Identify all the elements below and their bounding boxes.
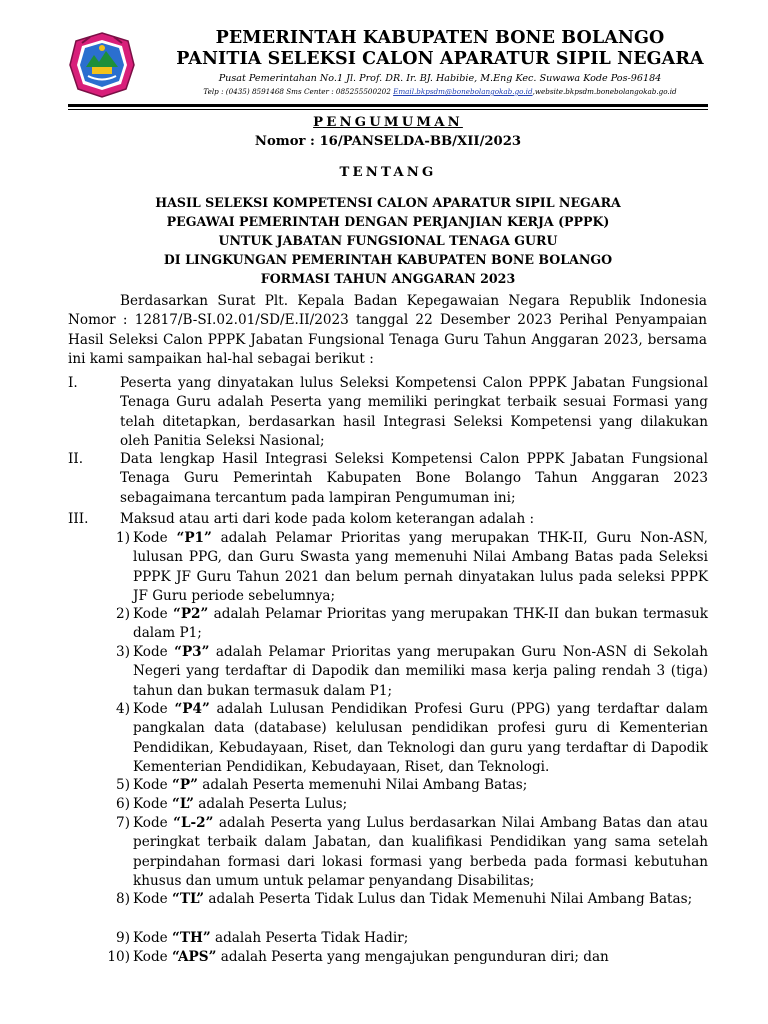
code-label: “L-2”	[173, 815, 214, 831]
code-text: Kode “L-2” adalah Peserta yang Lulus berdasarkan Nilai Ambang Batas dan atau peringkat terbaik dalam Jabatan, dan kualifikasi Pendidikan yang sama setelah perpindahan formasi dari lokasi formasi yang berbeda pada formasi kebutuhan khusus dan umum untuk pelamar penyandang Disabilitas;	[133, 815, 708, 890]
point-number: II.	[68, 451, 84, 467]
code-item	[100, 776, 708, 795]
code-item	[100, 529, 708, 607]
code-number: 7)	[116, 815, 130, 831]
announcement-subject	[68, 193, 708, 288]
code-number: 3)	[116, 644, 130, 660]
point-text: Maksud atau arti dari kode pada kolom keterangan adalah :	[120, 511, 535, 527]
point-item	[68, 374, 708, 452]
code-label: “TL”	[172, 891, 205, 907]
code-text: Kode “APS” adalah Peserta yang mengajukan pengunduran diri; dan	[133, 949, 609, 965]
code-label: “P2”	[173, 606, 209, 622]
code-text: Kode “TH” adalah Peserta Tidak Hadir;	[133, 930, 409, 946]
about-heading: TENTANG	[339, 165, 437, 180]
code-number: 4)	[116, 701, 130, 717]
code-number: 8)	[116, 891, 130, 907]
code-number: 10)	[107, 949, 130, 965]
subject-line: HASIL SELEKSI KOMPETENSI CALON APARATUR SIPIL NEGARA	[155, 195, 621, 210]
code-text: Kode “P1” adalah Pelamar Prioritas yang merupakan THK-II, Guru Non-ASN, lulusan PPG, dan Guru Swasta yang memenuhi Nilai Ambang Batas pada Seleksi PPPK JF Guru Tahun 2021 dan belum pernah dinyatakan lulus pada seleksi PPPK JF Guru periode sebelumnya;	[133, 530, 709, 605]
contact-email-link[interactable]: Email.bkpsdm@bonebolangokab.go.id	[393, 87, 533, 96]
code-number: 5)	[116, 777, 130, 793]
code-text: Kode “P2” adalah Pelamar Prioritas yang merupakan THK-II dan bukan termasuk dalam P1;	[133, 606, 708, 642]
code-number: 6)	[116, 796, 130, 812]
subject-line: DI LINGKUNGAN PEMERINTAH KABUPATEN BONE BOLANGO	[163, 252, 613, 267]
code-item	[100, 929, 708, 948]
code-label: “P1”	[176, 530, 212, 546]
subject-line: FORMASI TAHUN ANGGARAN 2023	[260, 271, 516, 286]
announcement-title: PENGUMUMAN	[313, 115, 463, 130]
code-item	[100, 643, 708, 701]
subject-line: UNTUK JABATAN FUNGSIONAL TENAGA GURU	[218, 233, 558, 248]
code-text: Kode “TL” adalah Peserta Tidak Lulus dan Tidak Memenuhi Nilai Ambang Batas;	[133, 891, 693, 907]
letterhead-divider-thick	[68, 104, 708, 107]
intro-paragraph: Berdasarkan Surat Plt. Kepala Badan Kepegawaian Negara Republik Indonesia Nomor : 12817/B-SI.02.01/SD/E.II/2023 tanggal 22 Desember 2023 Perihal Penyampaian Hasil Seleksi Calon PPPK Jabatan Fungsional Tenaga Guru Tahun Anggaran 2023, bersama ini kami sampaikan hal-hal sebagai berikut :	[68, 293, 707, 368]
code-label: “P”	[172, 777, 198, 793]
bone-bolango-emblem-icon	[68, 31, 136, 99]
point-number: I.	[68, 375, 78, 391]
code-text: Kode “P” adalah Peserta memenuhi Nilai Ambang Batas;	[133, 777, 528, 793]
announcement-number: Nomor : 16/PANSELDA-BB/XII/2023	[254, 134, 522, 149]
code-label: “P4”	[174, 701, 210, 717]
code-item	[100, 700, 708, 778]
point-number: III.	[68, 511, 89, 527]
letterhead-government: PEMERINTAH KABUPATEN BONE BOLANGO	[215, 28, 665, 48]
subject-line: PEGAWAI PEMERINTAH DENGAN PERJANJIAN KERJA (PPPK)	[166, 214, 610, 229]
letterhead-divider-thin	[68, 109, 708, 110]
point-item	[68, 510, 708, 529]
code-text: Kode “L” adalah Peserta Lulus;	[133, 796, 348, 812]
code-item	[100, 795, 708, 814]
code-item	[100, 605, 708, 644]
code-item	[100, 890, 708, 909]
code-item	[100, 948, 708, 967]
code-label: “TH”	[172, 930, 211, 946]
letterhead-address: Pusat Pemerintahan No.1 Jl. Prof. DR. Ir. BJ. Habibie, M.Eng Kec. Suwawa Kode Pos-96184	[218, 73, 662, 84]
code-number: 9)	[116, 930, 130, 946]
code-label: “P3”	[174, 644, 210, 660]
contact-website: ,website.bkpsdm.bonebolangokab.go.id	[532, 87, 677, 96]
point-text: Data lengkap Hasil Integrasi Seleksi Kompetensi Calon PPPK Jabatan Fungsional Tenaga Guru Pemerintah Kabupaten Bone Bolango Tahun Anggaran 2023 sebagaimana tercantum pada lampiran Pengumuman ini;	[120, 451, 708, 506]
code-number: 2)	[116, 606, 130, 622]
code-label: “L”	[172, 796, 194, 812]
code-text: Kode “P4” adalah Lulusan Pendidikan Profesi Guru (PPG) yang terdaftar dalam pangkalan data (database) kelulusan pendidikan profesi guru di Kementerian Pendidikan, Kebudayaan, Riset, dan Teknologi dan guru yang terdaftar di Dapodik Kementerian Pendidikan, Kebudayaan, Riset, dan Teknologi.	[133, 701, 708, 776]
code-item	[100, 814, 708, 892]
letterhead-committee: PANITIA SELEKSI CALON APARATUR SIPIL NEGARA	[176, 49, 704, 69]
letterhead	[140, 28, 740, 97]
point-text: Peserta yang dinyatakan lulus Seleksi Kompetensi Calon PPPK Jabatan Fungsional Tenaga Guru adalah Peserta yang memiliki peringkat terbaik sesuai Formasi yang telah ditetapkan, berdasarkan hasil Integrasi Seleksi Kompetensi yang dilakukan oleh Panitia Seleksi Nasional;	[120, 375, 708, 450]
contact-phone: Telp : (0435) 8591468 Sms Center : 085255500202	[203, 87, 394, 96]
letterhead-contact	[140, 86, 740, 97]
code-text: Kode “P3” adalah Pelamar Prioritas yang merupakan Guru Non-ASN di Sekolah Negeri yang terdaftar di Dapodik dan memiliki masa kerja paling rendah 3 (tiga) tahun dan bukan termasuk dalam P1;	[133, 644, 708, 699]
code-number: 1)	[116, 530, 130, 546]
point-item	[68, 450, 708, 508]
code-label: “APS”	[172, 949, 217, 965]
